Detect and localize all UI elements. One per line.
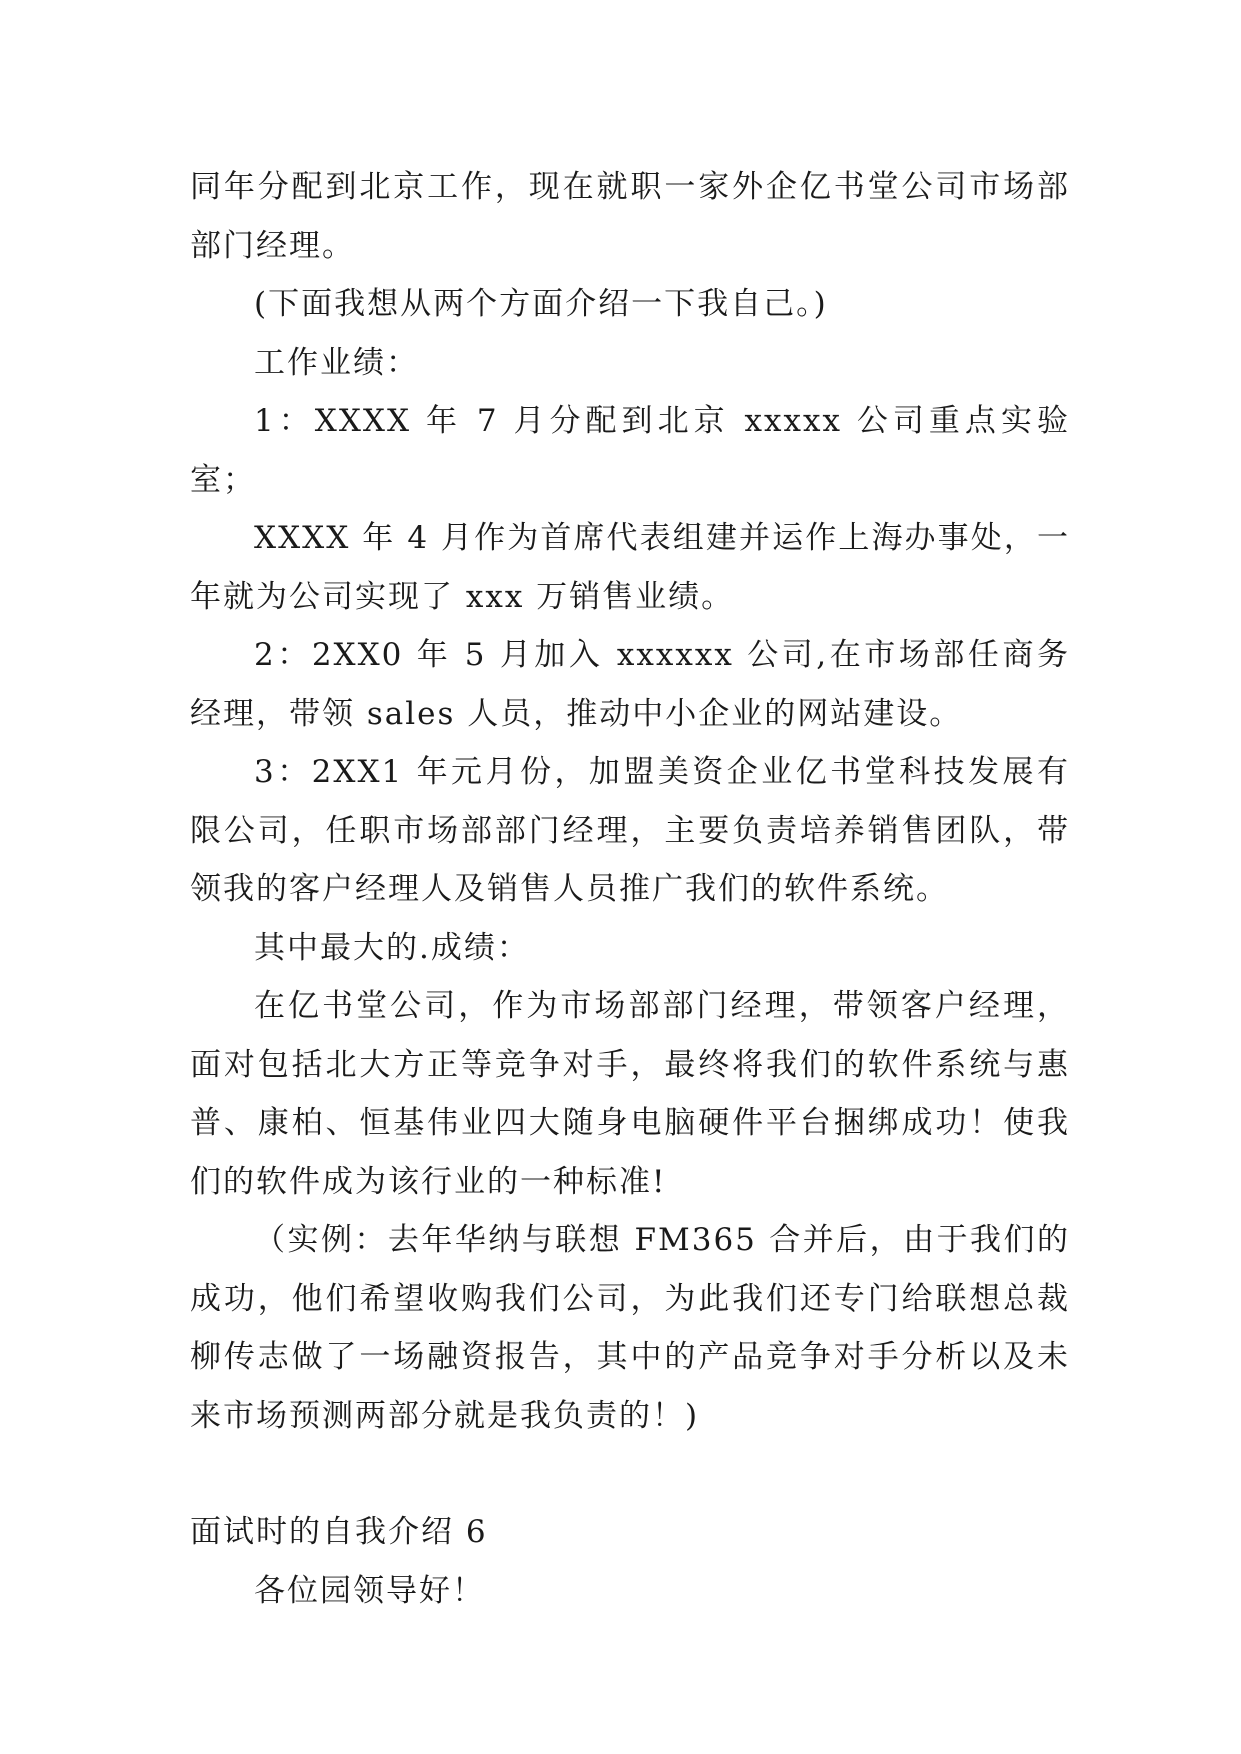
paragraph-achievement-3: 3：2XX1 年元月份，加盟美资企业亿书堂科技发展有限公司，任职市场部部门经理，主要负责培养销售团队，带领我的客户经理人及销售人员推广我们的软件系统。 [190, 754, 1070, 907]
document-body [190, 158, 1070, 1620]
paragraph-example: （实例：去年华纳与联想 FM365 合并后，由于我们的成功，他们希望收购我们公司，为此我们还专门给联想总裁柳传志做了一场融资报告，其中的产品竞争对手分析以及未来市场预测两部分就是我负责的！) [190, 1222, 1070, 1434]
paragraph-greeting: 各位园领导好！ [254, 1572, 485, 1609]
paragraph-shanghai-office: XXXX 年 4 月作为首席代表组建并运作上海办事处，一年就为公司实现了 xxx 万销售业绩。 [190, 520, 1070, 615]
paragraph-intro-note: (下面我想从两个方面介绍一下我自己。) [254, 286, 828, 322]
paragraph-achievement-1: 1：XXXX 年 7 月分配到北京 xxxxx 公司重点实验室； [190, 403, 1070, 498]
section-heading: 面试时的自我介绍 6 [190, 1514, 488, 1550]
paragraph-work-achievements-label: 工作业绩： [254, 344, 419, 381]
paragraph-biggest-achievement-label: 其中最大的.成绩： [254, 929, 530, 966]
paragraph-achievement-2: 2：2XX0 年 5 月加入 xxxxxx 公司,在市场部任商务经理，带领 sales 人员，推动中小企业的网站建设。 [190, 637, 1070, 732]
paragraph-biggest-achievement: 在亿书堂公司，作为市场部部门经理，带领客户经理，面对包括北大方正等竞争对手，最终将我们的软件系统与惠普、康柏、恒基伟业四大随身电脑硬件平台捆绑成功！使我们的软件成为该行业的一种标准! [190, 988, 1070, 1200]
paragraph-assignment-beijing: 同年分配到北京工作，现在就职一家外企亿书堂公司市场部部门经理。 [190, 169, 1070, 264]
